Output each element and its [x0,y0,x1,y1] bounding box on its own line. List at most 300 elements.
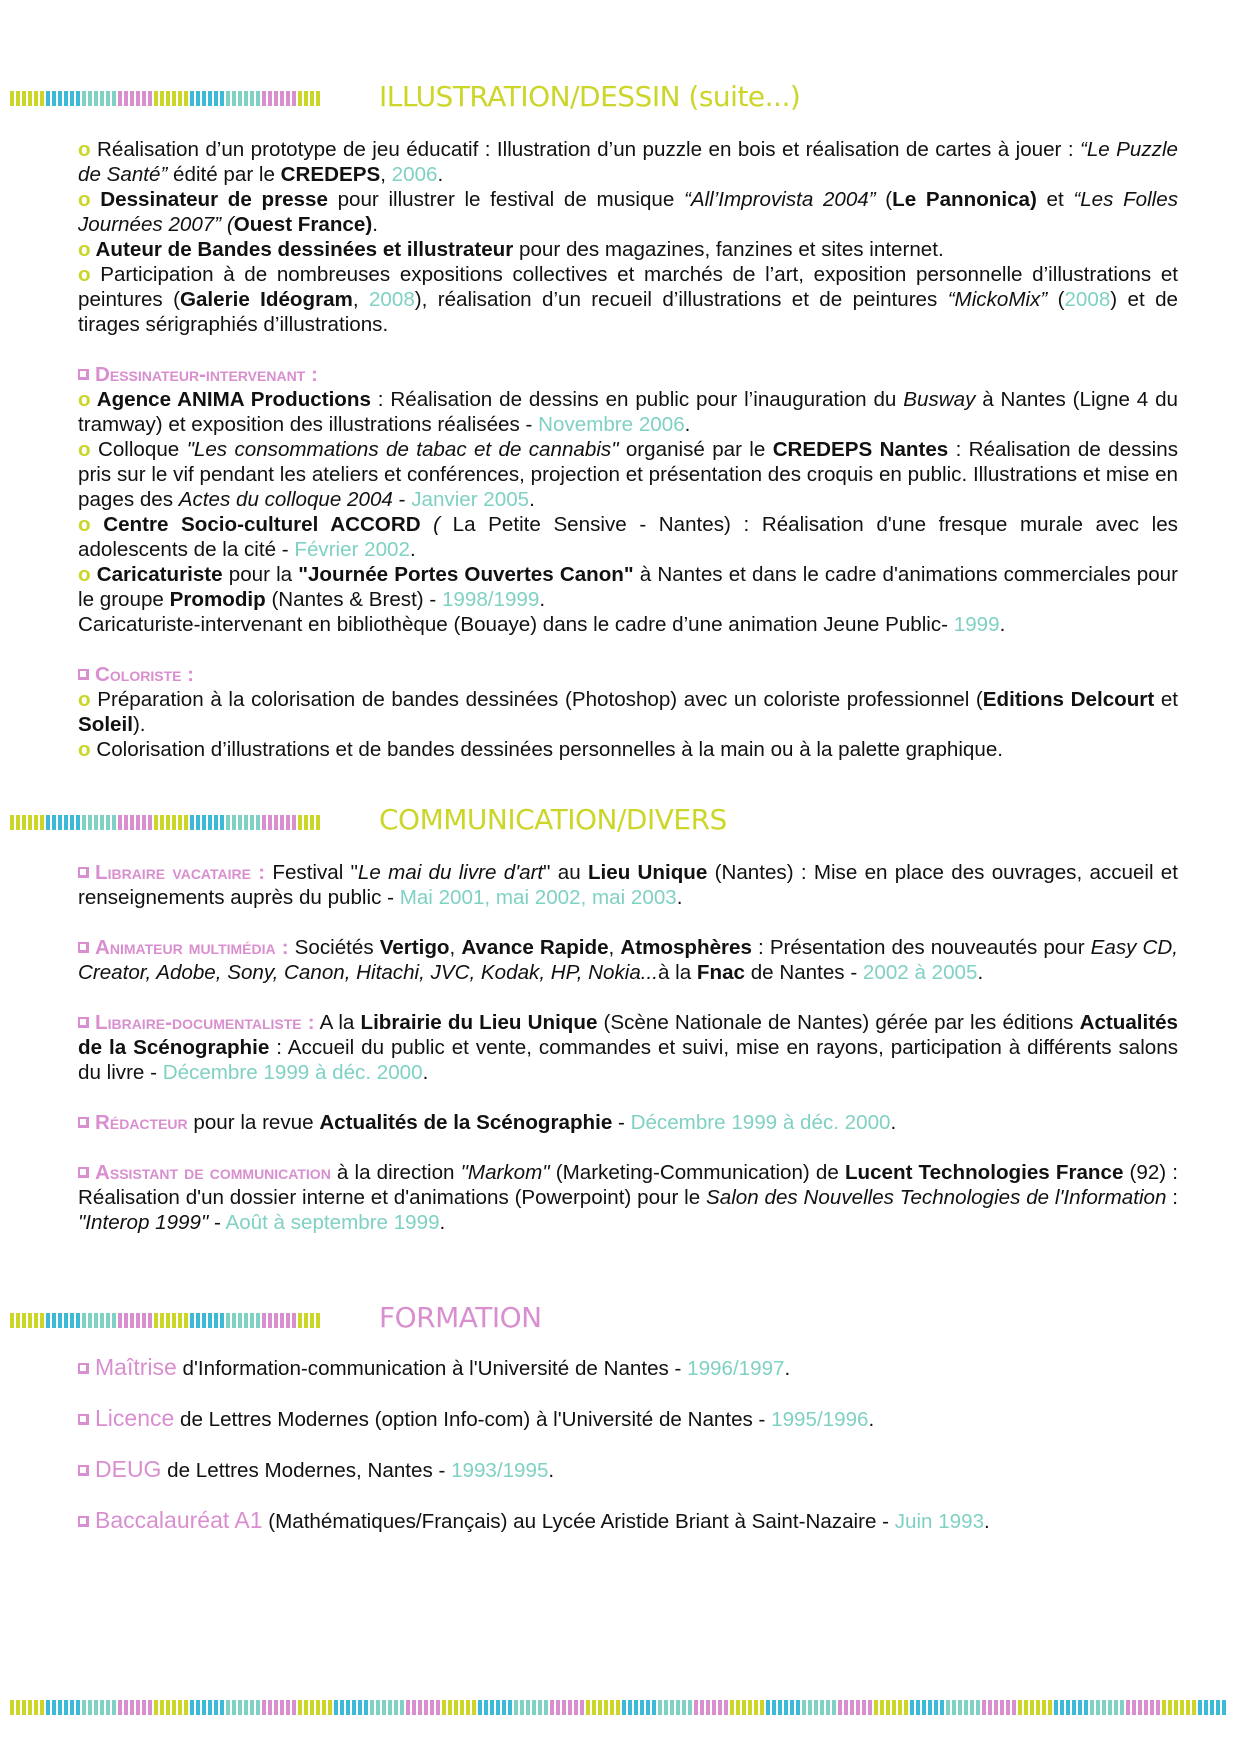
stripe-bar [1120,1700,1124,1715]
dessinateur-item-2: o Colloque "Les consommations de tabac et de cannabis" organisé par le CREDEPS Nantes : Réalisation de dessins pris sur le vif pendant les ateliers et conférences, projection et présentation des croquis en public. Illustrations et mise en pages des Actes du colloque 2004 - Janvier 2005. [78,438,1178,511]
stripe-bar [136,815,140,830]
stripe-bar [100,91,104,106]
stripe-bar [760,1700,764,1715]
stripe-bar [70,1700,74,1715]
stripe-bar [562,1700,566,1715]
formation-entry-4: Baccalauréat A1 (Mathématiques/Français) au Lycée Aristide Briant à Saint-Nazaire - Juin 1993. [78,1508,1178,1534]
stripe-bar [58,1313,62,1328]
stripe-bar [232,1700,236,1715]
stripe-bar [988,1700,992,1715]
stripe-bar [46,91,50,106]
stripe-bar [682,1700,686,1715]
stripe-bar [28,1700,32,1715]
stripe-bar [298,1700,302,1715]
stripe-bar [172,1313,176,1328]
stripe-bar [76,1313,80,1328]
stripe-bar [868,1700,872,1715]
stripe-bar [700,1700,704,1715]
stripe-bar [382,1700,386,1715]
checkbox-square-icon [78,1017,89,1028]
stripe-bar [130,815,134,830]
checkbox-square-icon [78,1167,89,1178]
stripe-bar [220,1313,224,1328]
stripe-bar [1162,1700,1166,1715]
stripe-bar [268,1313,272,1328]
stripe-bar [244,91,248,106]
stripe-bar [142,815,146,830]
dessinateur-item-1: o Agence ANIMA Productions : Réalisation de dessins en public pour l’inauguration du Busway à Nantes (Ligne 4 du tramway) et exposition des illustrations réalisées - Novembre 2006. [78,388,1179,436]
stripe-bar [304,91,308,106]
stripe-bar [214,1313,218,1328]
decorative-stripe-1 [10,91,320,106]
stripe-bar [412,1700,416,1715]
stripe-bar [82,91,86,106]
stripe-bar [1096,1700,1100,1715]
stripe-bar [52,1700,56,1715]
stripe-bar [166,1700,170,1715]
formation-block [78,1355,1178,1534]
stripe-bar [208,1313,212,1328]
stripe-bar [214,1700,218,1715]
stripe-bar [568,1700,572,1715]
stripe-bar [1168,1700,1172,1715]
stripe-bar [1150,1700,1154,1715]
stripe-bar [40,1313,44,1328]
stripe-bar [826,1700,830,1715]
stripe-bar [478,1700,482,1715]
stripe-bar [88,91,92,106]
stripe-bar [850,1700,854,1715]
stripe-bar [226,91,230,106]
communication-entry-1: Libraire vacataire : Festival "Le mai du livre d'art" au Lieu Unique (Nantes) : Mise en place des ouvrages, accueil et renseignements auprès du public - Mai 2001, mai 2002, mai 2003. [78,861,1178,909]
stripe-bar [268,91,272,106]
stripe-bar [58,1700,62,1715]
stripe-bar [88,815,92,830]
dessinateur-heading: Dessinateur-intervenant : [78,362,1178,387]
stripe-bar [898,1700,902,1715]
stripe-bar [118,1313,122,1328]
stripe-bar [844,1700,848,1715]
stripe-bar [886,1700,890,1715]
stripe-bar [274,1313,278,1328]
stripe-bar [652,1700,656,1715]
stripe-bar [208,1700,212,1715]
stripe-bar [70,1313,74,1328]
stripe-bar [160,1313,164,1328]
stripe-bar [160,1700,164,1715]
stripe-bar [262,1700,266,1715]
stripe-bar [250,91,254,106]
stripe-bar [436,1700,440,1715]
stripe-bar [52,1313,56,1328]
stripe-bar [598,1700,602,1715]
stripe-bar [280,815,284,830]
stripe-bar [916,1700,920,1715]
stripe-bar [910,1700,914,1715]
stripe-bar [748,1700,752,1715]
coloriste-heading: Coloriste : [78,662,1178,687]
stripe-bar [754,1700,758,1715]
stripe-bar [76,815,80,830]
illustration-block [78,137,1178,337]
formation-entry-1: Maîtrise d'Information-communication à l'Université de Nantes - 1996/1997. [78,1355,1178,1381]
stripe-bar [1012,1700,1016,1715]
stripe-bar [316,815,320,830]
stripe-bar [124,91,128,106]
stripe-bar [730,1700,734,1715]
stripe-bar [814,1700,818,1715]
coloriste-item-1: o Préparation à la colorisation de bandes dessinées (Photoshop) avec un coloriste professionnel (Editions Delcourt et Soleil). [78,688,1178,736]
communication-entry-4: Rédacteur pour la revue Actualités de la Scénographie - Décembre 1999 à déc. 2000. [78,1110,1178,1135]
stripe-bar [688,1700,692,1715]
stripe-bar [526,1700,530,1715]
stripe-bar [934,1700,938,1715]
stripe-bar [466,1700,470,1715]
stripe-bar [112,815,116,830]
formation-entry-3: DEUG de Lettres Modernes, Nantes - 1993/1995. [78,1457,1178,1483]
stripe-bar [874,1700,878,1715]
stripe-bar [262,815,266,830]
decorative-stripe-3 [10,1313,320,1328]
stripe-bar [1060,1700,1064,1715]
stripe-bar [298,91,302,106]
checkbox-square-icon [78,867,89,878]
stripe-bar [82,1313,86,1328]
stripe-bar [982,1700,986,1715]
stripe-bar [1108,1700,1112,1715]
stripe-bar [16,1700,20,1715]
decorative-stripe-footer [10,1700,1226,1715]
stripe-bar [142,91,146,106]
stripe-bar [154,815,158,830]
stripe-bar [202,91,206,106]
stripe-bar [352,1700,356,1715]
stripe-bar [268,1700,272,1715]
stripe-bar [448,1700,452,1715]
stripe-bar [508,1700,512,1715]
stripe-bar [184,1313,188,1328]
stripe-bar [10,815,14,830]
checkbox-square-icon [78,1363,89,1374]
stripe-bar [976,1700,980,1715]
stripe-bar [1144,1700,1148,1715]
stripe-bar [460,1700,464,1715]
stripe-bar [358,1700,362,1715]
stripe-bar [1138,1700,1142,1715]
stripe-bar [658,1700,662,1715]
stripe-bar [1216,1700,1220,1715]
stripe-bar [502,1700,506,1715]
stripe-bar [316,1313,320,1328]
stripe-bar [34,91,38,106]
stripe-bar [172,1700,176,1715]
stripe-bar [970,1700,974,1715]
stripe-bar [298,1313,302,1328]
stripe-bar [232,815,236,830]
stripe-bar [418,1700,422,1715]
stripe-bar [694,1700,698,1715]
stripe-bar [784,1700,788,1715]
stripe-bar [952,1700,956,1715]
stripe-bar [946,1700,950,1715]
stripe-bar [712,1700,716,1715]
section-title-communication: COMMUNICATION/DIVERS [379,803,727,836]
stripe-bar [304,815,308,830]
stripe-bar [238,91,242,106]
stripe-bar [556,1700,560,1715]
stripe-bar [724,1700,728,1715]
stripe-bar [616,1700,620,1715]
stripe-bar [136,1313,140,1328]
stripe-bar [100,1313,104,1328]
coloriste-item-2: o Colorisation d’illustrations et de bandes dessinées personnelles à la main ou à la palette graphique. [78,738,1004,761]
stripe-bar [178,815,182,830]
stripe-bar [1222,1700,1226,1715]
stripe-bar [226,1313,230,1328]
stripe-bar [406,1700,410,1715]
stripe-bar [610,1700,614,1715]
stripe-bar [628,1700,632,1715]
stripe-bar [1036,1700,1040,1715]
stripe-bar [166,91,170,106]
formation-entry-2: Licence de Lettres Modernes (option Info-com) à l'Université de Nantes - 1995/1996. [78,1406,1178,1432]
stripe-bar [1198,1700,1202,1715]
stripe-bar [286,1313,290,1328]
stripe-bar [1114,1700,1118,1715]
stripe-bar [148,1700,152,1715]
stripe-bar [52,91,56,106]
stripe-bar [136,1700,140,1715]
stripe-bar [304,1313,308,1328]
stripe-bar [346,1700,350,1715]
stripe-bar [520,1700,524,1715]
stripe-bar [220,1700,224,1715]
stripe-bar [184,1700,188,1715]
stripe-bar [70,815,74,830]
stripe-bar [112,1313,116,1328]
stripe-bar [64,815,68,830]
stripe-bar [340,1700,344,1715]
stripe-bar [130,91,134,106]
stripe-bar [250,1313,254,1328]
stripe-bar [196,91,200,106]
stripe-bar [892,1700,896,1715]
checkbox-square-icon [78,669,89,680]
stripe-bar [298,815,302,830]
stripe-bar [514,1700,518,1715]
stripe-bar [130,1313,134,1328]
stripe-bar [796,1700,800,1715]
stripe-bar [70,91,74,106]
communication-entry-2: Animateur multimédia : Sociétés Vertigo, Avance Rapide, Atmosphères : Présentation des nouveautés pour Easy CD, Creator, Adobe, Sony, Canon, Hitachi, JVC, Kodak, HP, Nokia...à la Fnac de Nantes - 2002 à 2005. [78,936,1178,984]
stripe-bar [280,1313,284,1328]
stripe-bar [10,1700,14,1715]
coloriste-block [78,662,1178,762]
stripe-bar [958,1700,962,1715]
stripe-bar [148,91,152,106]
stripe-bar [16,815,20,830]
stripe-bar [154,1700,158,1715]
stripe-bar [490,1700,494,1715]
stripe-bar [232,1313,236,1328]
stripe-bar [220,815,224,830]
stripe-bar [16,91,20,106]
stripe-bar [214,91,218,106]
illustration-item-3: o Auteur de Bandes dessinées et illustrateur pour des magazines, fanzines et sites internet. [78,238,944,261]
stripe-bar [1186,1700,1190,1715]
dessinateur-item-4: o Caricaturiste pour la "Journée Portes Ouvertes Canon" à Nantes et dans le cadre d'animations commerciales pour le groupe Promodip (Nantes & Brest) - 1998/1999. [78,563,1178,611]
stripe-bar [940,1700,944,1715]
stripe-bar [190,91,194,106]
stripe-bar [172,815,176,830]
stripe-bar [304,1700,308,1715]
stripe-bar [28,1313,32,1328]
stripe-bar [256,91,260,106]
stripe-bar [994,1700,998,1715]
illustration-item-2: o Dessinateur de presse pour illustrer le festival de musique “All’Improvista 2004” (Le Pannonica) et “Les Folles Journées 2007” (Ouest France). [78,188,1178,236]
stripe-bar [772,1700,776,1715]
stripe-bar [184,815,188,830]
dessinateur-item-5: Caricaturiste-intervenant en bibliothèque (Bouaye) dans le cadre d’une animation Jeune Public- 1999. [78,613,1006,636]
stripe-bar [238,1313,242,1328]
stripe-bar [1090,1700,1094,1715]
stripe-bar [160,815,164,830]
stripe-bar [34,1313,38,1328]
stripe-bar [1126,1700,1130,1715]
checkbox-square-icon [78,1516,89,1527]
stripe-bar [208,91,212,106]
stripe-bar [592,1700,596,1715]
stripe-bar [106,1313,110,1328]
stripe-bar [28,815,32,830]
stripe-bar [142,1313,146,1328]
stripe-bar [634,1700,638,1715]
stripe-bar [268,815,272,830]
stripe-bar [964,1700,968,1715]
stripe-bar [538,1700,542,1715]
stripe-bar [100,815,104,830]
checkbox-square-icon [78,1465,89,1476]
stripe-bar [400,1700,404,1715]
stripe-bar [1102,1700,1106,1715]
stripe-bar [22,91,26,106]
stripe-bar [202,1313,206,1328]
stripe-bar [244,1313,248,1328]
stripe-bar [310,1313,314,1328]
stripe-bar [178,1700,182,1715]
stripe-bar [484,1700,488,1715]
stripe-bar [118,815,122,830]
stripe-bar [190,815,194,830]
communication-entry-3: Libraire-documentaliste : A la Librairie du Lieu Unique (Scène Nationale de Nantes) gérée par les éditions Actualités de la Scénographie : Accueil du public et vente, commandes et suivi, mise en rayons, participation à différents salons du livre - Décembre 1999 à déc. 2000. [78,1011,1179,1084]
stripe-bar [256,1313,260,1328]
stripe-bar [250,1700,254,1715]
stripe-bar [94,1700,98,1715]
stripe-bar [190,1313,194,1328]
stripe-bar [286,1700,290,1715]
stripe-bar [94,91,98,106]
stripe-bar [214,815,218,830]
stripe-bar [196,1700,200,1715]
stripe-bar [274,91,278,106]
stripe-bar [1174,1700,1178,1715]
stripe-bar [292,91,296,106]
stripe-bar [532,1700,536,1715]
stripe-bar [430,1700,434,1715]
stripe-bar [1024,1700,1028,1715]
stripe-bar [586,1700,590,1715]
stripe-bar [640,1700,644,1715]
stripe-bar [154,1313,158,1328]
checkbox-square-icon [78,942,89,953]
stripe-bar [76,91,80,106]
checkbox-square-icon [78,369,89,380]
stripe-bar [208,815,212,830]
stripe-bar [136,91,140,106]
stripe-bar [202,815,206,830]
stripe-bar [1204,1700,1208,1715]
stripe-bar [670,1700,674,1715]
communication-block [78,860,1178,1235]
checkbox-square-icon [78,1414,89,1425]
stripe-bar [1156,1700,1160,1715]
stripe-bar [580,1700,584,1715]
stripe-bar [64,1700,68,1715]
stripe-bar [790,1700,794,1715]
stripe-bar [928,1700,932,1715]
stripe-bar [178,91,182,106]
stripe-bar [154,91,158,106]
stripe-bar [40,815,44,830]
stripe-bar [1030,1700,1034,1715]
stripe-bar [106,1700,110,1715]
stripe-bar [178,1313,182,1328]
stripe-bar [1084,1700,1088,1715]
stripe-bar [292,1313,296,1328]
stripe-bar [736,1700,740,1715]
stripe-bar [238,1700,242,1715]
stripe-bar [544,1700,548,1715]
stripe-bar [184,91,188,106]
stripe-bar [292,1700,296,1715]
stripe-bar [922,1700,926,1715]
stripe-bar [574,1700,578,1715]
stripe-bar [130,1700,134,1715]
stripe-bar [292,815,296,830]
stripe-bar [28,91,32,106]
stripe-bar [118,91,122,106]
stripe-bar [16,1313,20,1328]
stripe-bar [88,1313,92,1328]
stripe-bar [664,1700,668,1715]
stripe-bar [442,1700,446,1715]
stripe-bar [256,1700,260,1715]
stripe-bar [718,1700,722,1715]
stripe-bar [106,91,110,106]
stripe-bar [1078,1700,1082,1715]
stripe-bar [250,815,254,830]
stripe-bar [64,1313,68,1328]
stripe-bar [196,815,200,830]
stripe-bar [316,1700,320,1715]
stripe-bar [160,91,164,106]
stripe-bar [10,91,14,106]
stripe-bar [124,1313,128,1328]
stripe-bar [142,1700,146,1715]
stripe-bar [52,815,56,830]
stripe-bar [310,91,314,106]
stripe-bar [310,1700,314,1715]
